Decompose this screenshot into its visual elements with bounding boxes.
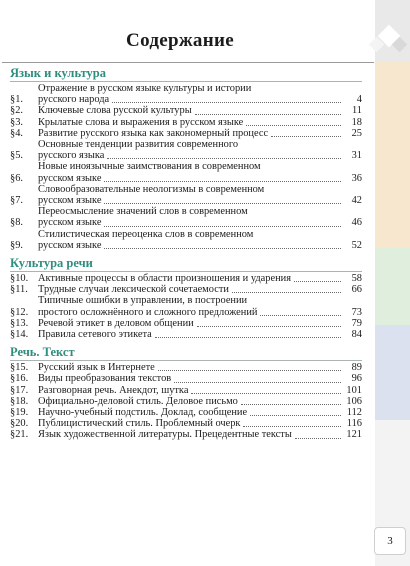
toc-entry[interactable] — [10, 139, 362, 161]
entry-number: §3. — [10, 116, 23, 128]
entry-body — [38, 139, 362, 161]
entry-line — [38, 307, 362, 318]
toc-entry[interactable] — [10, 105, 362, 116]
entry-number: §20. — [10, 418, 29, 430]
entry-line — [38, 206, 362, 217]
toc-entry[interactable] — [10, 229, 362, 251]
entry-page: 58 — [351, 273, 362, 285]
entry-number: §7. — [10, 195, 23, 207]
toc-section — [10, 345, 362, 440]
entry-line — [38, 329, 362, 340]
dot-leader — [241, 404, 341, 405]
section-heading: Язык и культура — [10, 66, 107, 80]
entry-title: Основные тенденции развития современного — [38, 139, 239, 151]
entry-page: 89 — [351, 362, 362, 374]
toc-entry[interactable] — [10, 284, 362, 295]
toc-entry[interactable] — [10, 418, 362, 429]
toc-entry[interactable] — [10, 373, 362, 384]
dot-leader — [191, 393, 341, 394]
entry-number: §9. — [10, 239, 23, 251]
entry-number: §21. — [10, 429, 29, 441]
entry-number: §10. — [10, 273, 29, 285]
entry-page: 84 — [351, 329, 362, 341]
toc-section — [10, 66, 362, 251]
entry-number: §16. — [10, 373, 29, 385]
toc-entry[interactable] — [10, 385, 362, 396]
entry-line — [38, 284, 362, 295]
entry-body — [38, 318, 362, 329]
entry-line — [38, 295, 362, 306]
entry-title: Речевой этикет в деловом общении — [38, 317, 194, 329]
entry-line — [38, 273, 362, 284]
entry-line — [38, 94, 362, 105]
entry-title: Научно-учебный подстиль. Доклад, сообщение — [38, 407, 248, 419]
entry-line — [38, 240, 362, 251]
section-heading: Культура речи — [10, 256, 93, 271]
dot-leader — [260, 315, 341, 316]
entry-number: §11. — [10, 284, 28, 296]
entry-title: Трудные случаи лексической сочетаемости — [38, 284, 229, 296]
toc-entry[interactable] — [10, 128, 362, 139]
toc-entry[interactable] — [10, 273, 362, 284]
entry-line — [38, 105, 362, 116]
page-number: 3 — [374, 527, 406, 555]
entry-body — [38, 105, 362, 116]
section-color-band-culture — [375, 62, 410, 247]
entry-page: 96 — [351, 373, 362, 385]
dot-leader — [232, 292, 341, 293]
dot-leader — [104, 226, 341, 227]
dot-leader — [271, 136, 341, 137]
dot-leader — [246, 125, 341, 126]
entry-page: 18 — [351, 116, 362, 128]
entry-page: 4 — [356, 94, 362, 106]
entry-number: §17. — [10, 384, 29, 396]
entry-body — [38, 117, 362, 128]
entry-title: Язык художественной литературы. Прецедентные тексты — [38, 429, 292, 441]
entry-line — [38, 429, 362, 440]
section-color-band-speech — [375, 247, 410, 325]
dot-leader — [104, 181, 341, 182]
dot-leader — [158, 370, 341, 371]
entry-line — [38, 83, 362, 94]
entry-body — [38, 385, 362, 396]
entry-body — [38, 373, 362, 384]
entry-body — [38, 284, 362, 295]
toc-entry[interactable] — [10, 407, 362, 418]
entry-line — [38, 217, 362, 228]
toc-entry[interactable] — [10, 295, 362, 317]
entry-title: русском языке — [38, 239, 102, 251]
entry-body — [38, 362, 362, 373]
entry-page: 121 — [346, 429, 362, 441]
entry-title: простого осложнённого и сложного предложений — [38, 306, 258, 318]
entry-body — [38, 184, 362, 206]
section-rule — [10, 360, 362, 361]
entry-title: Новые иноязычные заимствования в современном — [38, 161, 261, 173]
entry-line — [38, 128, 362, 139]
entry-line — [38, 150, 362, 161]
dot-leader — [195, 114, 341, 115]
entry-number: §2. — [10, 105, 23, 117]
entry-title: Стилистическая переоценка слов в современном — [38, 228, 254, 240]
page-title: Содержание — [126, 30, 234, 51]
dot-leader — [155, 337, 341, 338]
entry-title: Публицистический стиль. Проблемный очерк — [38, 418, 241, 430]
entry-title: русском языке — [38, 172, 102, 184]
toc-entry[interactable] — [10, 117, 362, 128]
entry-page: 66 — [351, 284, 362, 296]
entry-number: §1. — [10, 94, 23, 106]
dot-leader — [243, 426, 341, 427]
entry-body — [38, 418, 362, 429]
entry-body — [38, 407, 362, 418]
toc-entry[interactable] — [10, 161, 362, 183]
title-divider — [2, 62, 374, 63]
entry-title: Переосмысление значений слов в современном — [38, 206, 248, 218]
entry-title: русском языке — [38, 217, 102, 229]
toc-section — [10, 256, 362, 340]
entry-page: 42 — [351, 195, 362, 207]
entry-line — [38, 318, 362, 329]
dot-leader — [295, 438, 341, 439]
entry-body — [38, 295, 362, 317]
entry-title: Правила сетевого этикета — [38, 329, 152, 341]
entry-title: Активные процессы в области произношения и ударения — [38, 273, 291, 285]
entry-body — [38, 206, 362, 228]
entry-number: §12. — [10, 306, 29, 318]
toc-entry[interactable] — [10, 206, 362, 228]
dot-leader — [107, 158, 341, 159]
entry-line — [38, 229, 362, 240]
diamond-ornament — [370, 26, 408, 64]
entry-line — [38, 407, 362, 418]
toc-entry[interactable] — [10, 184, 362, 206]
dot-leader — [197, 326, 341, 327]
entry-body — [38, 329, 362, 340]
entry-title: русского языка — [38, 150, 105, 162]
dot-leader — [294, 281, 341, 282]
toc-entry[interactable] — [10, 396, 362, 407]
toc-entry[interactable] — [10, 329, 362, 340]
entry-line — [38, 117, 362, 128]
entry-page: 116 — [346, 418, 362, 430]
toc-entry[interactable] — [10, 362, 362, 373]
section-rule — [10, 271, 362, 272]
dot-leader — [104, 203, 341, 204]
entry-title: Разговорная речь. Анекдот, шутка — [38, 384, 189, 396]
entry-line — [38, 362, 362, 373]
entry-body — [38, 273, 362, 284]
entry-number: §13. — [10, 317, 29, 329]
entry-line — [38, 396, 362, 407]
toc-entry[interactable] — [10, 429, 362, 440]
dot-leader — [250, 415, 341, 416]
entry-page: 46 — [351, 217, 362, 229]
entry-line — [38, 184, 362, 195]
entry-title: Крылатые слова и выражения в русском языке — [38, 116, 244, 128]
entry-title: русском языке — [38, 195, 102, 207]
entry-line — [38, 418, 362, 429]
entry-body — [38, 396, 362, 407]
entry-page: 106 — [346, 395, 362, 407]
entry-line — [38, 195, 362, 206]
entry-page: 31 — [351, 150, 362, 162]
dot-leader — [104, 248, 341, 249]
entry-page: 52 — [351, 239, 362, 251]
section-color-band-text — [375, 325, 410, 420]
entry-body — [38, 429, 362, 440]
entry-page: 79 — [351, 317, 362, 329]
entry-number: §4. — [10, 127, 23, 139]
entry-title: Отражение в русском языке культуры и истории — [38, 83, 252, 94]
entry-title: русского народа — [38, 94, 110, 106]
entry-body — [38, 128, 362, 139]
entry-number: §8. — [10, 217, 23, 229]
entry-line — [38, 139, 362, 150]
dot-leader — [112, 102, 341, 103]
entry-line — [38, 173, 362, 184]
entry-line — [38, 161, 362, 172]
entry-body — [38, 161, 362, 183]
toc-entry[interactable] — [10, 318, 362, 329]
entry-title: Официально-деловой стиль. Деловое письмо — [38, 395, 238, 407]
entry-title: Словообразовательные неологизмы в современном — [38, 183, 265, 195]
entry-number: §14. — [10, 329, 29, 341]
entry-number: §18. — [10, 395, 29, 407]
toc-entry[interactable] — [10, 83, 362, 105]
entry-number: §15. — [10, 362, 29, 374]
entry-page: 101 — [346, 384, 362, 396]
entry-line — [38, 373, 362, 384]
entry-number: §19. — [10, 407, 29, 419]
entry-number: §5. — [10, 150, 23, 162]
section-heading: Речь. Текст — [10, 345, 75, 360]
entry-page: 112 — [346, 407, 362, 419]
dot-leader — [174, 382, 341, 383]
entry-title: Русский язык в Интернете — [38, 362, 155, 374]
entry-line — [38, 385, 362, 396]
entry-number: §6. — [10, 172, 23, 184]
entry-body — [38, 83, 362, 105]
entry-page: 73 — [351, 306, 362, 318]
entry-body — [38, 229, 362, 251]
entry-page: 25 — [351, 127, 362, 139]
entry-title: Развитие русского языка как закономерный процесс — [38, 127, 269, 139]
entry-page: 11 — [351, 105, 362, 117]
entry-page: 36 — [351, 172, 362, 184]
section-rule — [10, 81, 362, 82]
table-of-contents — [10, 66, 362, 441]
entry-title: Ключевые слова русской культуры — [38, 105, 192, 117]
entry-title: Виды преобразования текстов — [38, 373, 172, 385]
entry-title: Типичные ошибки в управлении, в построении — [38, 295, 248, 307]
